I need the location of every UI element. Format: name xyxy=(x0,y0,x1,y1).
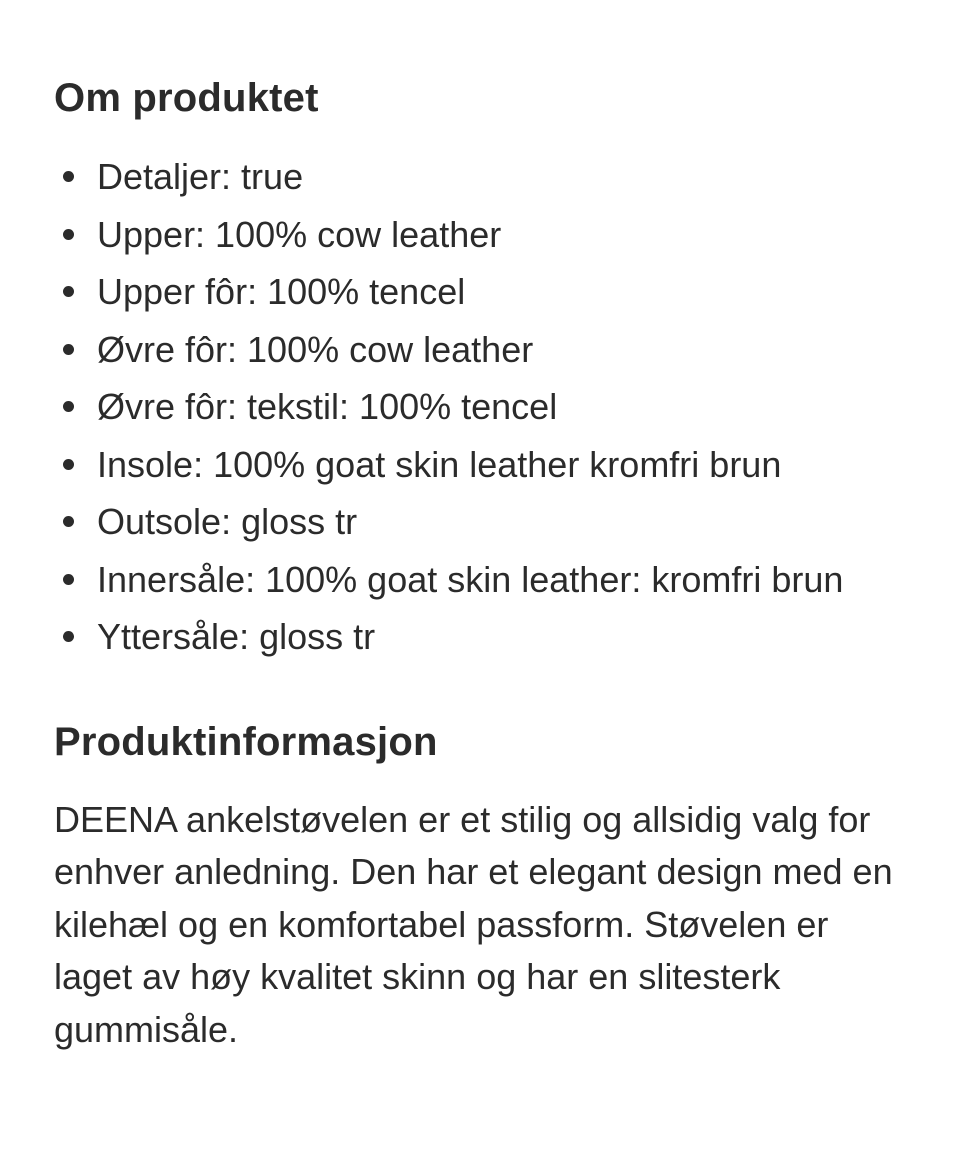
spec-item-text: Upper: 100% cow leather xyxy=(97,213,502,255)
spec-item-text: Øvre fôr: tekstil: 100% tencel xyxy=(97,386,558,427)
spec-item-upper-lining xyxy=(54,263,906,321)
product-information-heading: Produktinformasjon xyxy=(54,719,438,764)
product-spec-list xyxy=(54,148,906,666)
bullet-dot-icon xyxy=(63,171,74,182)
spec-item-inner-sole xyxy=(54,551,906,609)
bullet-dot-icon xyxy=(63,459,74,470)
spec-item-text: Outsole: gloss tr xyxy=(97,501,358,542)
spec-item-upper xyxy=(54,206,906,264)
spec-item-text: Innersåle: 100% goat skin leather: kromfri brun xyxy=(97,558,844,600)
bullet-dot-icon xyxy=(63,401,74,412)
spec-item-outer-sole xyxy=(54,608,906,666)
bullet-dot-icon xyxy=(63,229,74,240)
bullet-dot-icon xyxy=(63,631,74,642)
spec-item-upper-lining-textile xyxy=(54,378,906,436)
bullet-dot-icon xyxy=(63,286,74,297)
spec-item-text: Yttersåle: gloss tr xyxy=(97,616,376,657)
bullet-dot-icon xyxy=(63,344,74,355)
spec-item-insole xyxy=(54,436,906,494)
spec-item-outsole xyxy=(54,493,906,551)
bullet-dot-icon xyxy=(63,516,74,527)
about-product-heading: Om produktet xyxy=(54,76,319,120)
product-description: DEENA ankelstøvelen er et stilig og allsidig valg for enhver anledning. Den har et elegant design med en kilehæl og en komfortabel passform. Støvelen er laget av høy kvalitet skinn og har en slitesterk gummisåle. xyxy=(54,798,893,1050)
spec-item-text: Upper fôr: 100% tencel xyxy=(97,271,466,312)
spec-item-text: Detaljer: true xyxy=(97,156,304,197)
spec-item-details xyxy=(54,148,906,206)
spec-item-text: Insole: 100% goat skin leather kromfri brun xyxy=(97,443,782,485)
spec-item-upper-lining-leather xyxy=(54,321,906,379)
bullet-dot-icon xyxy=(63,574,74,585)
spec-item-text: Øvre fôr: 100% cow leather xyxy=(97,328,534,370)
